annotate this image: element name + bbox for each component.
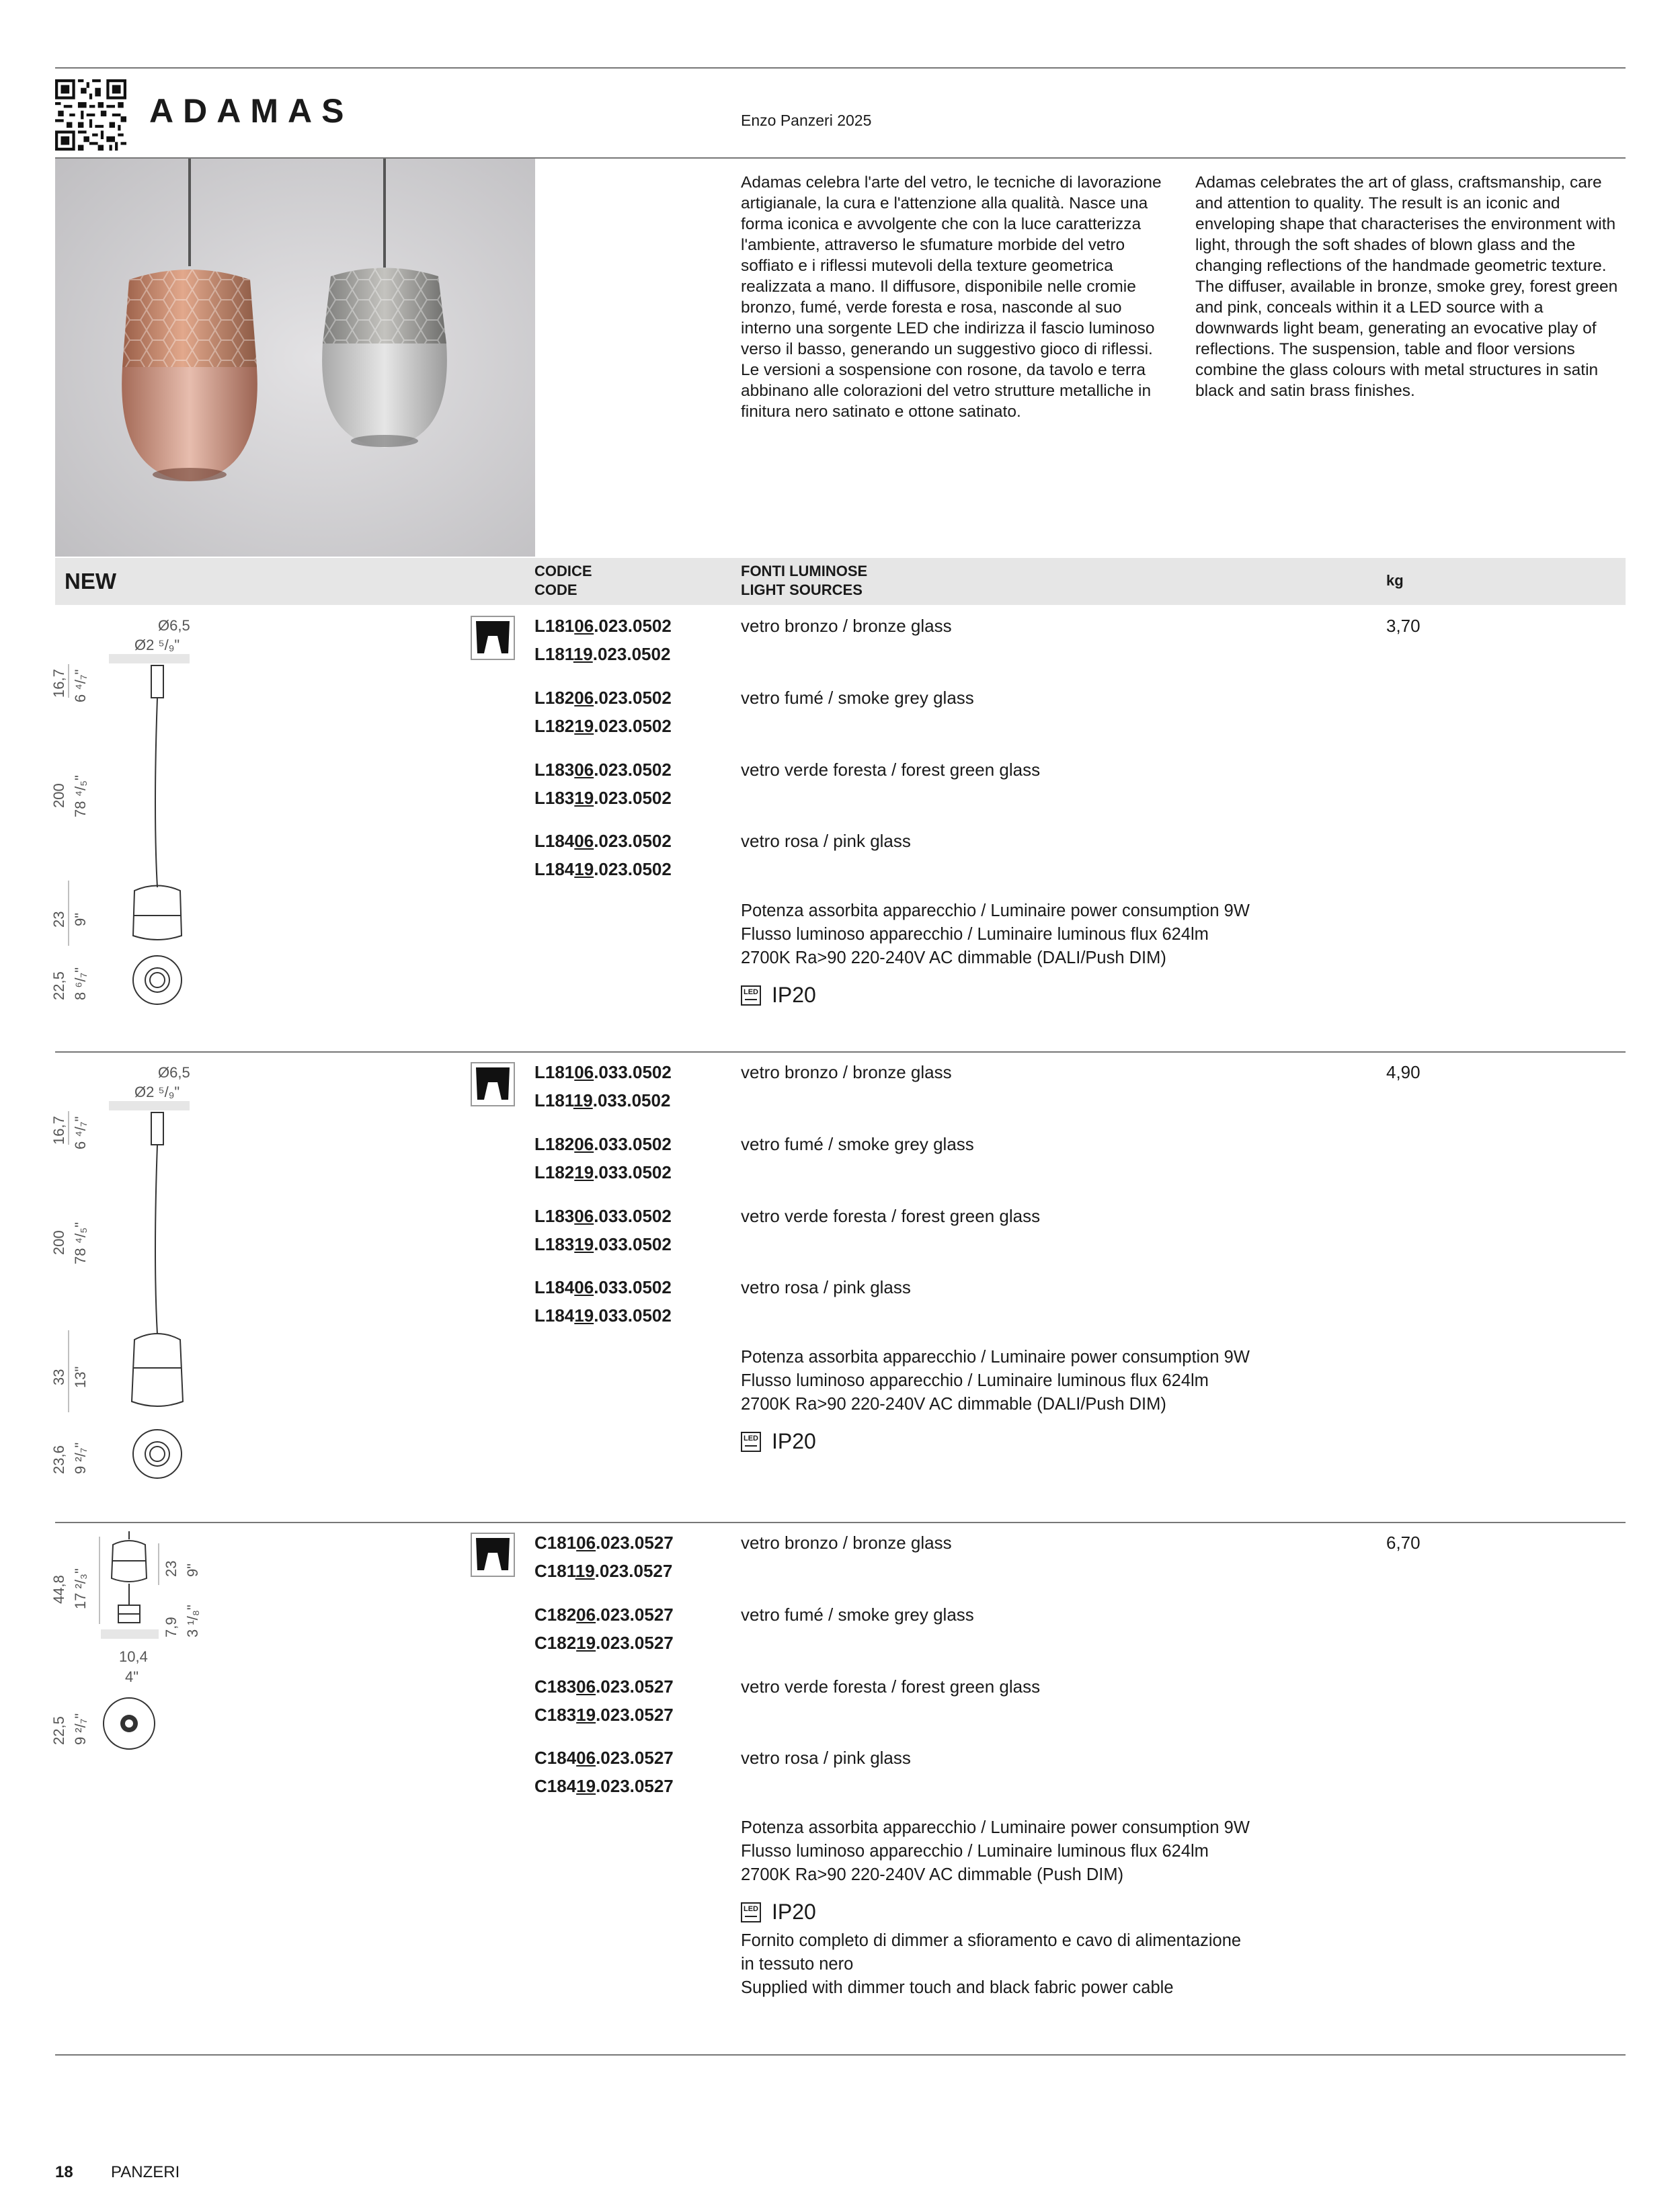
dim-diam-in: 9 ²/₇" <box>72 1442 89 1474</box>
product-code: C18219.023.0527 <box>534 1633 674 1653</box>
dim-base-w-in: 4" <box>125 1668 139 1685</box>
description-italian: Adamas celebra l'arte del vetro, le tecniche di lavorazione artigianale, la cura e l'attenzione alla qualità. Nasce una forma iconica e avvolgente che con la luce caratterizza l'ambiente, attraverso le sfumature morbide del vetro soffiato e i riflessi mutevoli della texture geometrica realizzata a mano. Il diffusore, disponibile nelle cromie bronzo, fumé, verde foresta e rosa, nasconde al suo interno una sorgente LED che indirizza il fascio luminoso verso il basso, generando un suggestivo gioco di riflessi. Le versioni a sospensione con rosone, da tavolo e terra abbinano alle colorazioni del vetro strutture metalliche in finitura nero satinato e ottone satinato. <box>741 173 1162 421</box>
dim-base-h-mm: 7,9 <box>163 1617 179 1637</box>
dim-canopy-in: 6 ⁴/₇" <box>72 669 89 702</box>
product-code: L18419.033.0502 <box>534 1305 672 1326</box>
new-badge: NEW <box>65 569 116 594</box>
code-pair-2-2 <box>534 1130 672 1186</box>
brand-title: ADAMAS <box>149 92 354 130</box>
ip-rating <box>741 1900 816 1924</box>
product-code: L18319.023.0502 <box>534 788 672 808</box>
code-pair-3-1 <box>534 1529 674 1585</box>
note-line: Fornito completo di dimmer a sfioramento e cavo di alimentazione <box>741 1931 1242 1950</box>
product-code: L18119.033.0502 <box>534 1090 671 1110</box>
spec-block <box>741 899 1250 970</box>
dim-body-mm: 33 <box>50 1369 67 1385</box>
light-source: vetro verde foresta / forest green glass <box>741 1676 1041 1697</box>
light-source: vetro verde foresta / forest green glass <box>741 760 1041 780</box>
product-code: L18419.023.0502 <box>534 859 672 879</box>
spec-line: Flusso luminoso apparecchio / Luminaire luminous flux 624lm <box>741 1371 1209 1390</box>
drawing-pendant-33 <box>50 1059 458 1489</box>
led-icon: LED <box>741 1432 761 1452</box>
dim-diam-in: 8 ⁶/₇" <box>72 967 89 1000</box>
code-pair-2-4 <box>534 1273 672 1330</box>
product-code: C18306.023.0527 <box>534 1676 674 1697</box>
product-code: L18106.023.0502 <box>534 616 672 636</box>
code-pair-3-3 <box>534 1672 674 1729</box>
light-source: vetro rosa / pink glass <box>741 1748 911 1768</box>
code-pair-3-4 <box>534 1744 674 1800</box>
product-code: L18219.023.0502 <box>534 716 672 736</box>
spec-line: Potenza assorbita apparecchio / Luminaire power consumption 9W <box>741 1348 1250 1367</box>
product-code: L18306.033.0502 <box>534 1206 672 1226</box>
led-icon: LED <box>741 1902 761 1922</box>
dim-base-w-mm: 10,4 <box>119 1648 148 1665</box>
dim-body-in: 13" <box>72 1366 89 1388</box>
dim-base-h-in: 3 ¹/₈" <box>184 1605 201 1637</box>
light-source: vetro bronzo / bronze glass <box>741 1533 952 1553</box>
product-code: L18119.023.0502 <box>534 644 671 664</box>
product-code: C18206.023.0527 <box>534 1605 674 1625</box>
dim-cable-mm: 200 <box>50 1230 67 1255</box>
spec-block <box>741 1346 1250 1416</box>
ip-rating-label: IP20 <box>772 1429 816 1453</box>
product-code: C18406.023.0527 <box>534 1748 674 1768</box>
product-code: C18106.023.0527 <box>534 1533 674 1553</box>
dim-canopy-mm: 16,7 <box>50 669 67 698</box>
product-code: C18119.023.0527 <box>534 1561 673 1581</box>
code-header-it: CODICE <box>534 563 592 579</box>
dim-body-in: 9" <box>72 912 89 926</box>
source-header-en: LIGHT SOURCES <box>741 581 863 598</box>
code-pair-1-1 <box>534 612 672 668</box>
footer-brand: PANZERI <box>111 2163 180 2181</box>
code-pair-2-1 <box>534 1058 672 1114</box>
dim-height-in: 17 ²/₃" <box>72 1568 89 1609</box>
code-pair-1-3 <box>534 756 672 812</box>
spec-line: Flusso luminoso apparecchio / Luminaire luminous flux 624lm <box>741 925 1209 944</box>
light-source: vetro fumé / smoke grey glass <box>741 1134 974 1154</box>
note-line: in tessuto nero <box>741 1955 854 1974</box>
light-source: vetro bronzo / bronze glass <box>741 616 952 636</box>
drawing-table-lamp <box>50 1530 458 1772</box>
code-pair-1-4 <box>534 827 672 883</box>
product-photo <box>55 159 535 557</box>
product-code: L18106.033.0502 <box>534 1062 672 1082</box>
product-code: L18406.023.0502 <box>534 831 672 851</box>
dim-body-in: 9" <box>184 1563 201 1577</box>
dim-top-in: Ø2 ⁵/₉" <box>134 637 180 653</box>
dim-canopy-mm: 16,7 <box>50 1116 67 1145</box>
product-code: L18206.033.0502 <box>534 1134 672 1154</box>
ip-rating-label: IP20 <box>772 1900 816 1924</box>
light-source: vetro verde foresta / forest green glass <box>741 1206 1041 1226</box>
code-header-en: CODE <box>534 581 577 598</box>
dim-diam-mm: 22,5 <box>50 971 67 1000</box>
spec-line: Flusso luminoso apparecchio / Luminaire luminous flux 624lm <box>741 1842 1209 1861</box>
weight-header: kg <box>1386 572 1404 589</box>
dim-height-mm: 44,8 <box>50 1575 67 1604</box>
section-rule <box>55 1522 1626 1523</box>
bottom-rule <box>55 2054 1626 2056</box>
ceiling-mount-icon <box>471 616 515 660</box>
dim-top-mm: Ø6,5 <box>158 617 190 634</box>
weight-value: 3,70 <box>1386 616 1421 636</box>
code-pair-3-2 <box>534 1600 674 1657</box>
light-source: vetro rosa / pink glass <box>741 1277 911 1297</box>
dim-body-mm: 23 <box>50 911 67 928</box>
code-pair-2-3 <box>534 1202 672 1258</box>
dim-cable-in: 78 ⁴/₅" <box>72 775 89 817</box>
dim-body-mm: 23 <box>163 1560 179 1577</box>
spec-line: 2700K Ra>90 220-240V AC dimmable (DALI/Push DIM) <box>741 948 1166 967</box>
spec-line: Potenza assorbita apparecchio / Luminaire power consumption 9W <box>741 901 1250 920</box>
note-line: Supplied with dimmer touch and black fabric power cable <box>741 1978 1174 1997</box>
product-code: L18319.033.0502 <box>534 1234 672 1254</box>
page-number: 18 <box>55 2163 73 2181</box>
dim-diam-mm: 23,6 <box>50 1445 67 1474</box>
ip-rating <box>741 1429 816 1454</box>
top-rule <box>55 67 1626 69</box>
product-code: C18419.023.0527 <box>534 1776 674 1796</box>
dim-diam-mm: 22,5 <box>50 1716 67 1745</box>
code-pair-1-2 <box>534 684 672 740</box>
spec-line: 2700K Ra>90 220-240V AC dimmable (Push DIM) <box>741 1865 1124 1884</box>
light-source: vetro fumé / smoke grey glass <box>741 688 974 708</box>
code-header <box>534 562 592 600</box>
source-header <box>741 562 867 600</box>
dim-cable-in: 78 ⁴/₅" <box>72 1222 89 1264</box>
light-source: vetro fumé / smoke grey glass <box>741 1605 974 1625</box>
weight-value: 6,70 <box>1386 1533 1421 1553</box>
light-source: vetro bronzo / bronze glass <box>741 1062 952 1082</box>
ip-rating <box>741 983 816 1008</box>
description-english: Adamas celebrates the art of glass, craftsmanship, care and attention to quality. The result is an iconic and enveloping shape that characterises the environment with light, through the soft shades of blown glass and the changing reflections of the handmade geometric texture. The diffuser, available in bronze, smoke grey, forest green and pink, conceals within it a LED source with a downwards light beam, generating an evocative play of reflections. The suspension, table and floor versions combine the glass colours with metal structures in satin black and satin brass finishes. <box>1195 173 1618 400</box>
source-header-it: FONTI LUMINOSE <box>741 563 868 579</box>
product-code: L18306.023.0502 <box>534 760 672 780</box>
ip-rating-label: IP20 <box>772 983 816 1007</box>
drawing-pendant-23 <box>50 612 458 1008</box>
product-code: L18206.023.0502 <box>534 688 672 708</box>
ceiling-mount-icon <box>471 1062 515 1106</box>
spec-line: 2700K Ra>90 220-240V AC dimmable (DALI/Push DIM) <box>741 1395 1166 1414</box>
product-code: L18219.033.0502 <box>534 1162 672 1182</box>
spec-block <box>741 1816 1250 1887</box>
designer-credit: Enzo Panzeri 2025 <box>741 112 872 129</box>
product-code: L18406.033.0502 <box>534 1277 672 1297</box>
supply-notes <box>741 1929 1241 2000</box>
dim-canopy-in: 6 ⁴/₇" <box>72 1116 89 1149</box>
dim-top-in: Ø2 ⁵/₉" <box>134 1084 180 1100</box>
dim-top-mm: Ø6,5 <box>158 1064 190 1081</box>
weight-value: 4,90 <box>1386 1062 1421 1082</box>
table-mount-icon <box>471 1533 515 1577</box>
light-source: vetro rosa / pink glass <box>741 831 911 851</box>
dim-diam-in: 9 ²/₇" <box>72 1713 89 1745</box>
spec-line: Potenza assorbita apparecchio / Luminaire power consumption 9W <box>741 1818 1250 1837</box>
product-code: C18319.023.0527 <box>534 1705 674 1725</box>
led-icon: LED <box>741 985 761 1006</box>
dim-cable-mm: 200 <box>50 783 67 808</box>
qr-code[interactable] <box>55 79 126 151</box>
section-rule <box>55 1051 1626 1053</box>
